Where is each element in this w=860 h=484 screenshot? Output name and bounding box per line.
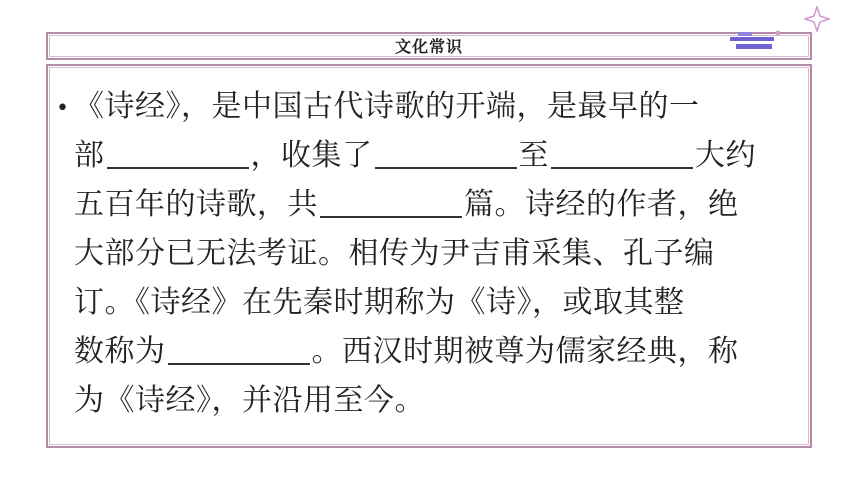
text-line: [74, 376, 798, 425]
fill-in-blank[interactable]: [551, 139, 693, 169]
text-segment: 大部分已无法考证。相传为尹吉甫采集、孔子编: [74, 236, 715, 271]
text-line: [74, 82, 798, 131]
text-segment: 。西汉时期被尊为儒家经典，称: [311, 334, 739, 369]
fill-in-blank[interactable]: [320, 188, 462, 218]
text-segment: 数称为: [74, 334, 166, 369]
decorative-mark-icon: [726, 26, 786, 52]
text-line: [74, 180, 798, 229]
fill-in-blank[interactable]: [168, 335, 310, 365]
paragraph: [74, 82, 798, 425]
sparkle-icon: [804, 6, 830, 32]
text-segment: 部: [74, 138, 105, 173]
text-segment: ，收集了: [250, 138, 373, 173]
fill-in-blank[interactable]: [107, 139, 249, 169]
text-segment: 大约: [695, 138, 756, 173]
bullet-icon: •: [56, 96, 69, 121]
text-segment: 订。《诗经》在先秦时期称为《诗》，或取其整: [74, 285, 685, 320]
fill-in-blank[interactable]: [375, 139, 517, 169]
section-title: 文化常识: [394, 37, 463, 56]
text-line: [74, 327, 798, 376]
title-bar: [46, 32, 812, 60]
text-segment: 《诗经》，是中国古代诗歌的开端，是最早的一: [74, 89, 700, 124]
text-line: [74, 278, 798, 327]
text-line: [74, 131, 798, 180]
text-segment: 篇。诗经的作者，绝: [464, 187, 739, 222]
text-segment: 五百年的诗歌，共: [74, 187, 318, 222]
text-segment: 为《诗经》，并沿用至今。: [74, 383, 425, 418]
text-segment: 至: [518, 138, 549, 173]
text-line: [74, 229, 798, 278]
content-box: [46, 64, 812, 448]
